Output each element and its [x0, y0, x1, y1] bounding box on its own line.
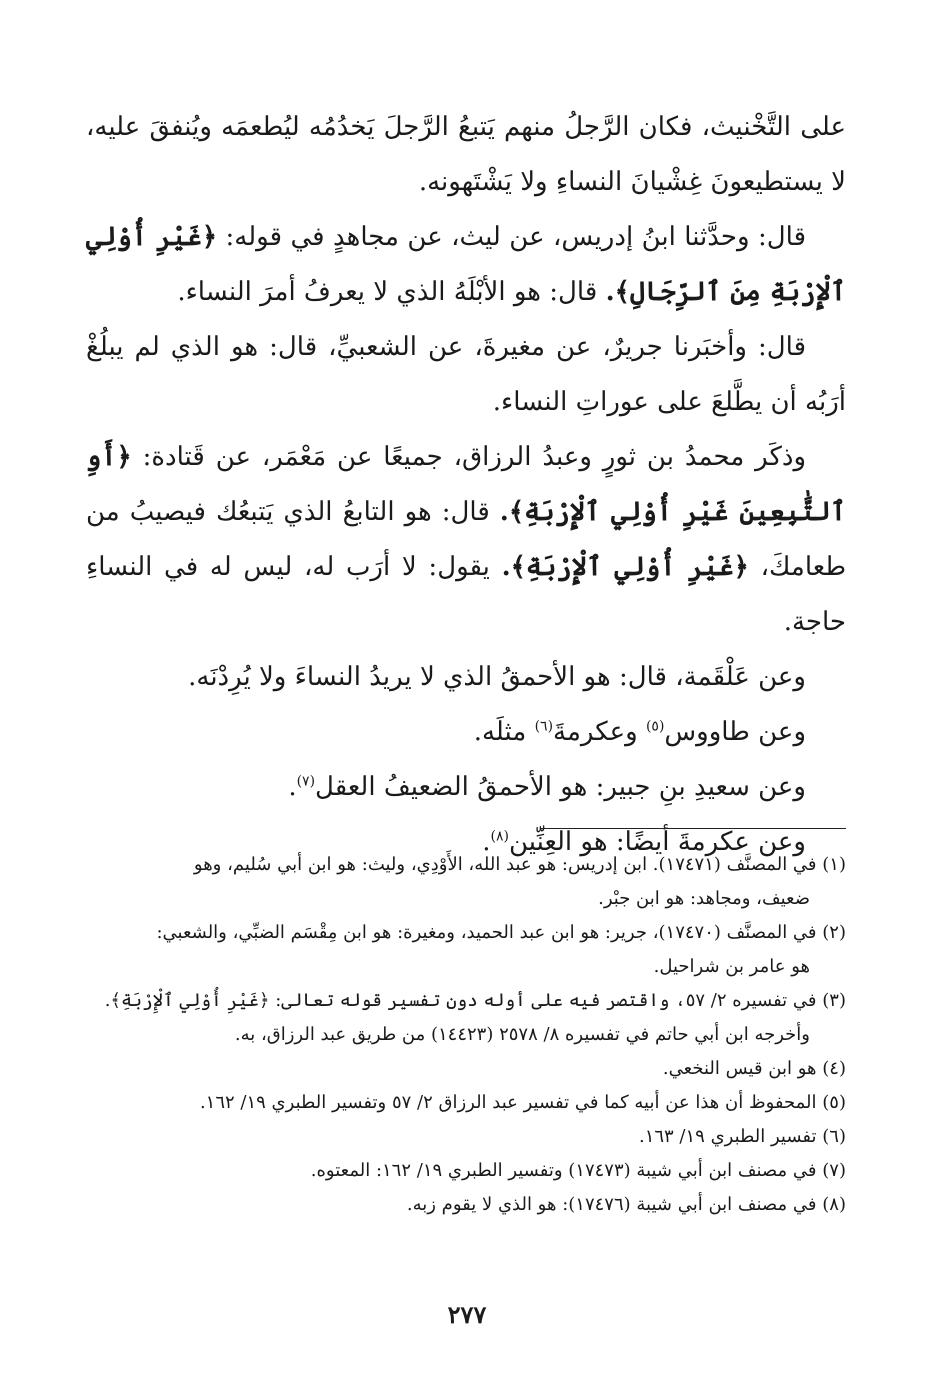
footnote-ref: (٥): [645, 718, 665, 735]
footnote-text: في مصنف ابن أبي شيبة (١٧٤٧٦): هو الذي لا يقوم زبه.: [406, 1194, 817, 1215]
footnote: [86, 984, 846, 1052]
footnote-text: ضعيف، ومجاهد: هو ابن جبْر.: [598, 888, 810, 909]
footnote-text: وأخرجه ابن أبي حاتم في تفسيره ٨/ ٢٥٧٨ (١٤٤٢٣) من طريق عبد الرزاق، به.: [234, 1024, 810, 1045]
page-number: ٢٧٧: [447, 1300, 487, 1329]
footnote: [86, 1154, 846, 1188]
footnote-ref: (٧): [296, 773, 316, 790]
paragraph-text: وعكرمةَ: [553, 717, 638, 747]
footnote: [86, 916, 846, 984]
paragraph: [86, 430, 846, 650]
period: .: [288, 772, 297, 802]
paragraph-text: وعن طاووس: [664, 717, 806, 747]
quran-verse: ﴿غَيْرِ أُوْلِي ٱلْإِرْبَةِ مِنَ ٱلرِّجَالِ﴾.: [86, 222, 846, 307]
footnote-number: (٣): [822, 990, 846, 1011]
footnote-number: (١): [822, 854, 846, 875]
paragraph: [86, 760, 806, 815]
footnote-ref: (٨): [490, 828, 509, 845]
footnote-divider: [541, 828, 846, 829]
paragraph-text: قال: هو التابعُ الذي يَتبعُك فيصيبُ من طعامكَ،: [86, 497, 847, 582]
footnote-number: (٨): [822, 1194, 846, 1215]
paragraph-text: يقول: لا أرَب له، ليس له في النساءِ حاجة.: [86, 552, 846, 637]
footnote-ref: (٦): [534, 718, 554, 735]
paragraph-text: مثلَه.: [473, 717, 527, 747]
paragraph-text: وعن عَلْقَمة، قال: هو الأحمقُ الذي لا يريدُ النساءَ ولا يُرِدْنَه.: [188, 662, 806, 692]
paragraph-text: وعن سعيدِ بنِ جبير: هو الأحمقُ الضعيفُ العقل: [315, 772, 806, 802]
paragraph: [86, 705, 806, 760]
quran-verse: ﴿أَوِ ٱلتَّٰبِعِينَ غَيْرِ أُوْلِي ٱلْإِرْبَةِ﴾.: [86, 442, 846, 527]
paragraph: [86, 320, 846, 430]
paragraph: [86, 100, 846, 210]
footnote-number: (٥): [822, 1092, 846, 1113]
footnote-text: هو عامر بن شراحيل.: [653, 956, 810, 977]
footnote-text: هو ابن قيس النخعي.: [662, 1058, 817, 1079]
main-text: [86, 100, 846, 870]
footnote: [86, 1120, 846, 1154]
paragraph-text: قال: هو الأبْلَهُ الذي لا يعرفُ أمرَ النساء.: [177, 277, 598, 307]
footnote-text: المحفوظ أن هذا عن أبيه كما في تفسير عبد الرزاق ٢/ ٥٧ وتفسير الطبري ١٩/ ١٦٢.: [199, 1092, 817, 1113]
footnote-text: في تفسيره ٢/ ٥٧، واقتصر فيه على أوله دون تفسير قوله تعالى: ﴿غَيْرِ أُوْلِي ٱلْإِرْبَةِ﴾.: [104, 990, 817, 1011]
footnote: [86, 1086, 846, 1120]
footnote: [86, 1052, 846, 1086]
footnote-text: تفسير الطبري ١٩/ ١٦٣.: [638, 1126, 817, 1147]
paragraph-text: على التَّخْنيث، فكان الرَّجلُ منهم يَتبعُ الرَّجلَ يَخدُمُه ليُطعمَه ويُنفقَ عليه، لا يستطيعونَ غِشْيانَ النساءِ ولا يَشْتَهونه.: [86, 112, 846, 197]
footnote-text: في مصنف ابن أبي شيبة (١٧٤٧٣) وتفسير الطبري ١٩/ ١٦٢: المعتوه.: [310, 1160, 817, 1181]
paragraph-text: وذكَر محمدُ بن ثورٍ وعبدُ الرزاق، جميعًا عن مَعْمَر، عن قَتادة:: [142, 442, 807, 472]
paragraph-text: قال: وحدَّثنا ابنُ إدريس، عن ليث، عن مجاهدٍ في قوله:: [225, 222, 806, 252]
footnotes: [86, 848, 846, 1222]
footnote-number: (٦): [822, 1126, 846, 1147]
footnote-text: في المصنَّف (١٧٤٧١). ابن إدريس: هو عبد الله، الأَوْدِي، وليث: هو ابن أبي سُليم، وهو: [193, 854, 817, 875]
paragraph-text: وعن عكرمةَ أيضًا: هو العِنِّين: [508, 827, 806, 857]
paragraph-text: قال: وأخبَرنا جريرٌ، عن مغيرةَ، عن الشعبيِّ، قال: هو الذي لم يبلُغْ أرَبُه أن يطَّلعَ على عوراتِ النساء.: [86, 332, 846, 417]
footnote-number: (٧): [822, 1160, 846, 1181]
footnote-number: (٤): [822, 1058, 846, 1079]
footnote-text: في المصنَّف (١٧٤٧٠)، جرير: هو ابن عبد الحميد، ومغيرة: هو ابن مِقْسَم الضبِّي، والشعبي:: [156, 922, 817, 943]
paragraph: [86, 210, 846, 320]
period: .: [482, 827, 491, 857]
footnote: [86, 848, 846, 916]
quran-verse: ﴿غَيْرِ أُوْلِي ٱلْإِرْبَةِ﴾.: [501, 552, 749, 582]
footnote-number: (٢): [822, 922, 846, 943]
footnote: [86, 1188, 846, 1222]
paragraph: [86, 650, 806, 705]
